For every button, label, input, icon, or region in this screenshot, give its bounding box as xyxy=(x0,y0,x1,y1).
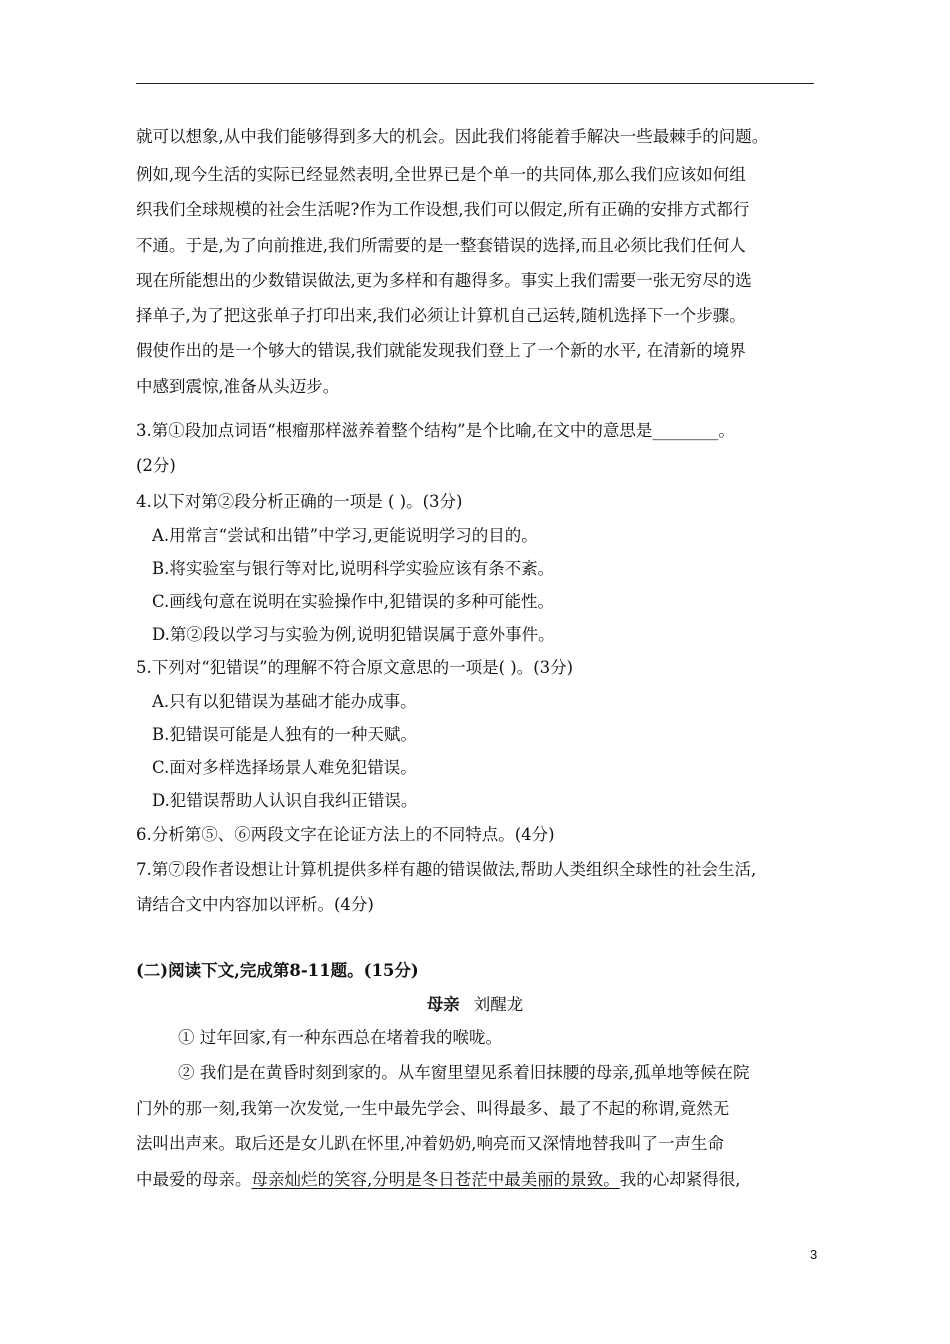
question-4-option-b: B.将实验室与银行等对比,说明科学实验应该有条不紊。 xyxy=(152,559,555,578)
question-4-option-c: C.画线句意在说明在实验操作中,犯错误的多种可能性。 xyxy=(152,592,555,611)
page-number: 3 xyxy=(810,1247,818,1262)
underlined-sentence: 母亲灿烂的笑容,分明是冬日苍茫中最美丽的景致。 xyxy=(251,1170,620,1189)
header-rule xyxy=(136,83,814,84)
question-5-option-a: A.只有以犯错误为基础才能办成事。 xyxy=(152,692,417,711)
question-7-continued: 请结合文中内容加以评析。(4分) xyxy=(136,895,374,914)
question-7: 7.第⑦段作者设想让计算机提供多样有趣的错误做法,帮助人类组织全球性的社会生活, xyxy=(136,860,757,879)
story-author: 刘醒龙 xyxy=(473,995,524,1014)
story-text: 中最爱的母亲。 xyxy=(136,1170,252,1189)
question-5-option-c: C.面对多样选择场景人难免犯错误。 xyxy=(152,758,417,777)
passage-line: 就可以想象,从中我们能够得到多大的机会。因此我们将能着手解决一些最棘手的问题。 xyxy=(136,127,769,146)
story-paragraph-2-line: 法叫出声来。取后还是女儿趴在怀里,冲着奶奶,响亮而又深情地替我叫了一声生命 xyxy=(136,1134,724,1153)
passage-line: 择单子,为了把这张单子打印出来,我们必须让计算机自己运转,随机选择下一个步骤。 xyxy=(136,306,746,325)
passage-line: 例如,现今生活的实际已经显然表明,全世界已是个单一的共同体,那么我们应该如何组 xyxy=(136,165,746,184)
question-3-score: (2分) xyxy=(136,456,176,475)
question-4-option-a: A.用常言“尝试和出错”中学习,更能说明学习的目的。 xyxy=(152,526,538,545)
question-5-option-d: D.犯错误帮助人认识自我纠正错误。 xyxy=(152,791,418,810)
story-title: 母亲 xyxy=(426,995,460,1014)
question-5-option-b: B.犯错误可能是人独有的一种天赋。 xyxy=(152,725,417,744)
passage-line: 不通。于是,为了向前推进,我们所需要的是一整套错误的选择,而且必须比我们任何人 xyxy=(136,236,746,255)
passage-line: 现在所能想出的少数错误做法,更为多样和有趣得多。事实上我们需要一张无穷尽的选 xyxy=(136,271,752,290)
story-paragraph-2-line xyxy=(136,1169,836,1191)
story-paragraph-1: ① 过年回家,有一种东西总在堵着我的喉咙。 xyxy=(178,1028,502,1047)
story-text: 我的心却紧得很, xyxy=(619,1170,741,1189)
question-3: 3.第①段加点词语“根瘤那样滋养着整个结构”是个比喻,在文中的意思是________。 xyxy=(136,421,735,440)
passage-line: 中感到震惊,准备从头迈步。 xyxy=(136,377,340,396)
story-title-line xyxy=(0,994,950,1016)
question-4-stem: 4.以下对第②段分析正确的一项是 ( )。(3分) xyxy=(136,492,463,511)
question-6: 6.分析第⑤、⑥两段文字在论证方法上的不同特点。(4分) xyxy=(136,825,555,844)
story-paragraph-2: ② 我们是在黄昏时刻到家的。从车窗里望见系着旧抹腰的母亲,孤单地等候在院 xyxy=(178,1063,750,1082)
passage-line: 假使作出的是一个够大的错误,我们就能发现我们登上了一个新的水平, 在清新的境界 xyxy=(136,341,746,360)
story-paragraph-2-line: 门外的那一刻,我第一次发觉,一生中最先学会、叫得最多、最了不起的称谓,竟然无 xyxy=(136,1099,730,1118)
question-5-stem: 5.下列对“犯错误”的理解不符合原文意思的一项是( )。(3分) xyxy=(136,658,574,677)
question-4-option-d: D.第②段以学习与实验为例,说明犯错误属于意外事件。 xyxy=(152,625,555,644)
section-heading: (二)阅读下文,完成第8-11题。(15分) xyxy=(136,961,419,980)
passage-line: 织我们全球规模的社会生活呢?作为工作设想,我们可以假定,所有正确的安排方式都行 xyxy=(136,200,750,219)
